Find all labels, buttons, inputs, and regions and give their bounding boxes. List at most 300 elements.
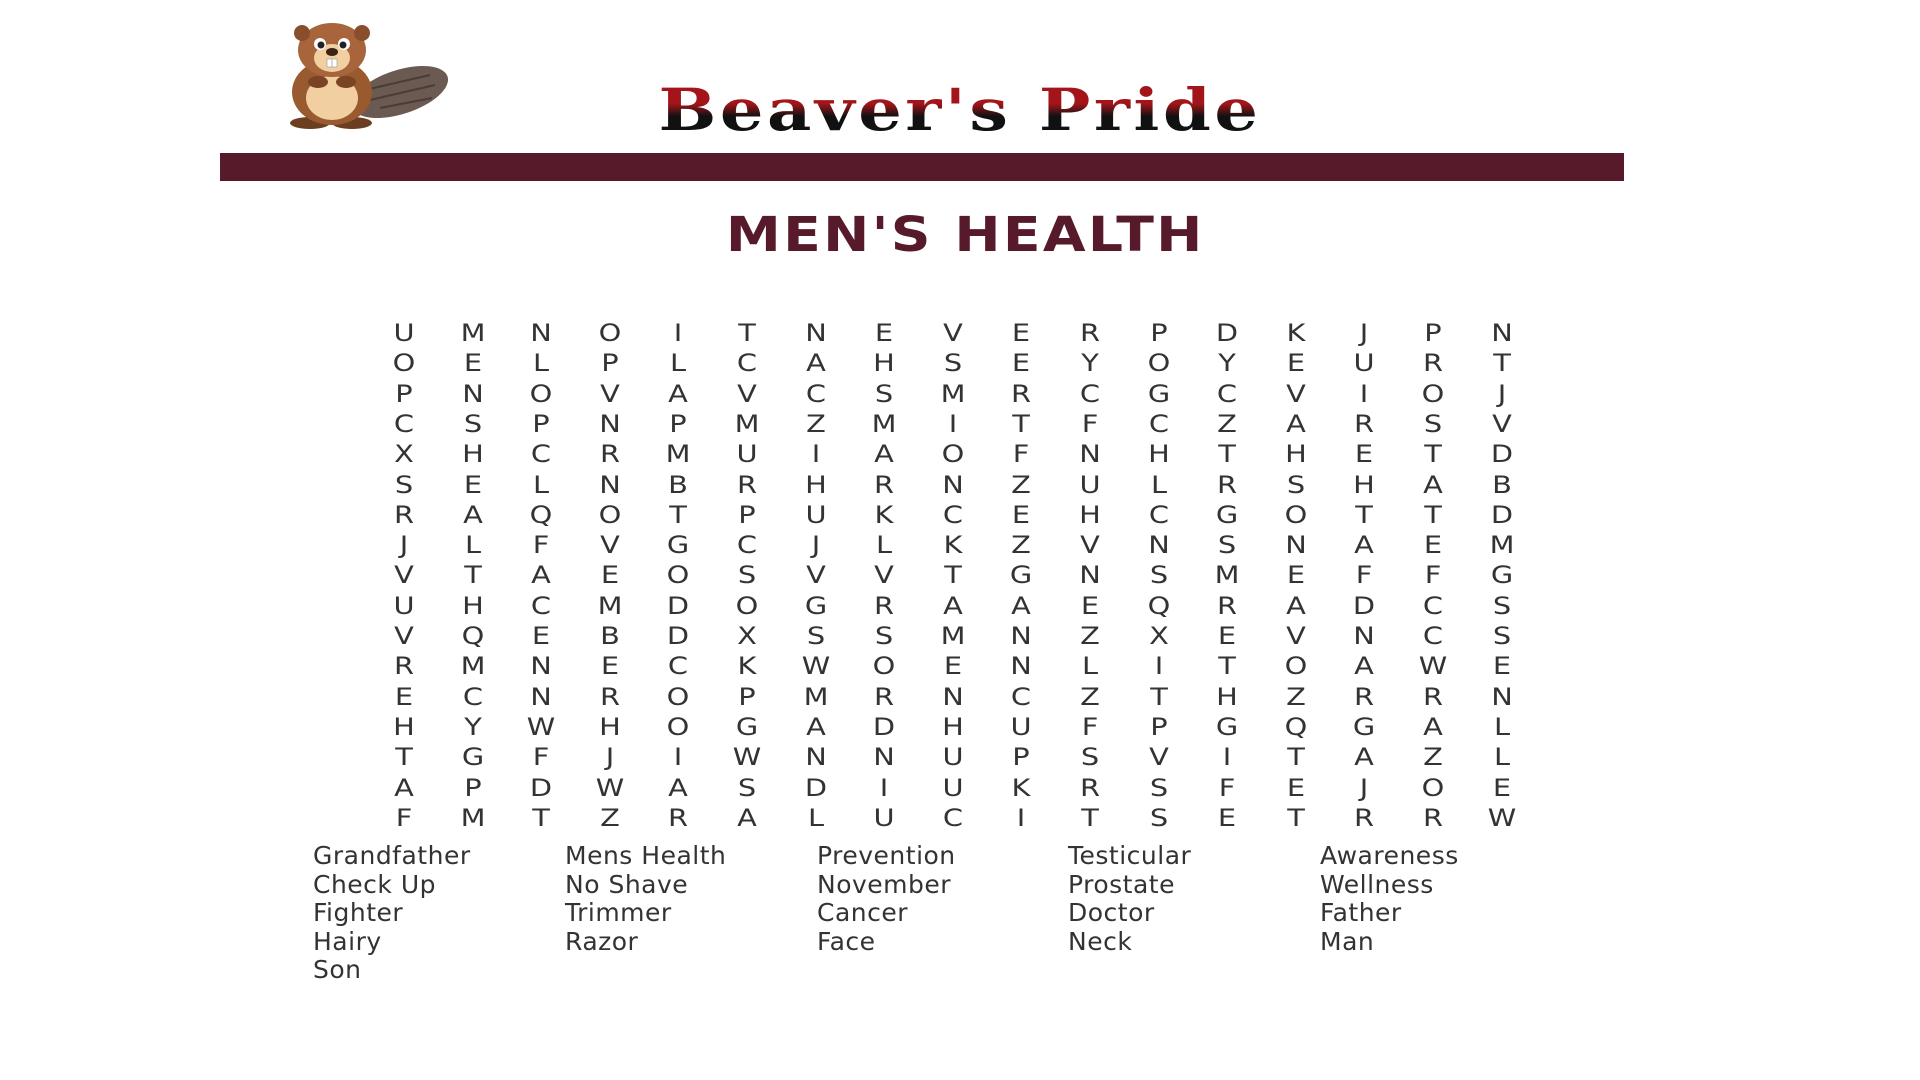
grid-letter: V [394,622,414,650]
grid-letter: J [1360,319,1369,347]
grid-letter: R [1422,682,1444,711]
grid-letter: U [1353,349,1375,378]
grid-letter: C [736,531,758,560]
grid-letter: S [737,773,757,802]
grid-letter: E [1286,561,1305,590]
word-list [0,842,1920,1002]
grid-letter: N [1353,622,1376,650]
grid-letter: L [1493,712,1510,741]
grid-letter: N [942,682,964,711]
grid-letter: O [598,500,622,529]
grid-letter: B [1491,470,1512,499]
grid-letter: F [1081,409,1099,438]
grid-letter: Y [463,712,482,741]
grid-letter: R [1217,470,1238,499]
grid-letter: Z [1011,531,1032,560]
grid-letter: L [670,349,687,378]
grid-letter: J [399,531,409,560]
grid-letter: R [874,470,895,499]
grid-letter: D [1216,319,1239,347]
grid-letter: A [1354,652,1375,681]
grid-letter: A [668,379,689,408]
grid-letter: B [599,622,620,650]
grid-letter: R [874,591,895,620]
grid-letter: E [1012,349,1031,378]
grid-letter: E [1492,652,1511,681]
grid-letter: S [875,622,894,650]
grid-letter: V [942,319,963,347]
grid-letter: M [597,591,623,620]
grid-letter: G [1353,712,1376,741]
grid-letter: Z [1080,622,1100,650]
grid-letter: R [1079,773,1101,802]
grid-letter: H [804,470,827,499]
grid-letter: O [529,379,553,408]
grid-letter: N [599,409,621,438]
grid-letter: C [1148,409,1169,438]
word-list-item: Neck [1068,926,1133,956]
word-list-item: Man [1320,926,1375,956]
grid-letter: J [811,531,820,560]
grid-letter: E [1423,531,1443,560]
grid-letter: Q [461,622,484,650]
grid-letter: A [1285,591,1306,620]
grid-letter: M [871,409,897,438]
grid-letter: W [1487,803,1516,832]
grid-letter: M [460,652,486,681]
grid-letter: F [532,743,550,772]
grid-letter: C [1217,379,1238,408]
grid-letter: O [872,652,896,681]
grid-letter: E [532,622,551,650]
grid-letter: H [1147,440,1170,469]
grid-letter: T [395,743,413,772]
grid-letter: H [461,591,484,620]
word-search-grid [378,318,1522,838]
grid-letter: B [668,470,689,499]
grid-letter: R [736,470,758,499]
grid-letter: Y [1081,349,1099,378]
grid-letter: V [599,379,620,408]
grid-letter: G [667,531,690,560]
grid-letter: T [1286,803,1305,832]
grid-letter: Q [1147,591,1170,620]
grid-letter: O [667,561,690,590]
grid-letter: F [395,803,413,832]
grid-letter: V [1148,743,1169,772]
grid-letter: N [1285,531,1307,560]
grid-letter: A [1423,470,1443,499]
grid-letter: A [874,440,895,469]
grid-letter: R [1011,379,1032,408]
grid-letter: C [1422,622,1444,650]
grid-letter: M [460,803,486,832]
grid-letter: U [393,319,415,347]
grid-letter: R [874,682,895,711]
grid-letter: S [1080,743,1100,772]
grid-letter: Z [805,409,826,438]
grid-letter: N [1010,622,1033,650]
grid-letter: D [667,622,690,650]
word-list-item: Testicular [1068,841,1192,870]
grid-letter: O [735,591,759,620]
grid-letter: O [1421,379,1445,408]
grid-letter: Z [1285,682,1306,711]
grid-letter: K [874,500,894,529]
grid-letter: A [668,773,689,802]
grid-letter: A [394,773,414,802]
grid-letter: W [526,712,556,741]
grid-letter: G [1490,561,1513,590]
grid-letter: E [1012,319,1031,347]
grid-letter: C [736,349,758,378]
grid-letter: M [665,440,691,469]
grid-letter: D [1490,500,1513,529]
grid-letter: L [464,531,481,560]
grid-letter: E [463,349,482,378]
grid-letter: U [1079,470,1101,499]
grid-letter: E [1218,622,1237,650]
grid-letter: T [532,803,550,832]
grid-letter: M [1214,561,1240,590]
page-title: MEN'S HEALTH [725,207,1205,263]
grid-letter: F [1356,561,1373,590]
grid-letter: V [1285,622,1306,650]
word-list-item: Check Up [313,869,437,899]
grid-letter: P [1149,319,1168,347]
grid-letter: V [874,561,895,590]
grid-letter: X [1148,622,1169,650]
grid-letter: S [1218,531,1237,560]
word-list-item: Trimmer [565,898,672,927]
grid-letter: R [1354,682,1375,711]
grid-letter: A [805,712,826,741]
grid-letter: C [942,803,963,832]
grid-letter: A [1354,531,1375,560]
grid-letter: P [601,349,619,378]
word-list-item: No Shave [565,869,689,899]
grid-letter: C [462,682,483,711]
grid-letter: E [1286,349,1305,378]
grid-letter: R [599,440,620,469]
grid-letter: E [463,470,482,499]
grid-letter: W [732,743,762,772]
grid-letter: E [600,561,619,590]
word-list-item: Face [817,926,876,956]
grid-letter: T [463,561,482,590]
grid-letter: S [1149,803,1168,832]
grid-letter: T [1081,803,1099,832]
grid-letter: T [1218,652,1236,681]
grid-letter: R [1217,591,1238,620]
grid-letter: O [1421,773,1445,802]
grid-letter: N [1010,652,1033,681]
grid-letter: T [1492,349,1511,378]
grid-letter: P [1012,743,1031,772]
grid-letter: R [1354,409,1375,438]
grid-letter: R [393,652,415,681]
grid-letter: M [460,319,486,347]
grid-letter: R [393,500,415,529]
grid-letter: A [1285,409,1306,438]
grid-letter: S [394,470,414,499]
grid-letter: T [738,319,756,347]
grid-letter: R [1354,803,1375,832]
grid-letter: H [393,712,415,741]
grid-letter: W [595,773,625,802]
grid-letter: I [879,773,889,802]
grid-letter: E [1355,440,1374,469]
grid-letter: G [461,743,484,772]
word-list-item: Wellness [1320,869,1434,899]
grid-letter: F [1218,773,1236,802]
grid-letter: D [1490,440,1513,469]
grid-letter: F [1081,712,1099,741]
word-list-item: Razor [565,926,639,956]
grid-letter: W [801,652,830,681]
grid-letter: T [1149,682,1168,711]
grid-letter: Q [1284,712,1308,741]
grid-letter: V [599,531,620,560]
grid-letter: A [1011,591,1032,620]
grid-letter: N [1079,561,1101,590]
grid-letter: N [942,470,964,499]
grid-letter: E [600,652,619,681]
grid-letter: P [669,409,688,438]
grid-letter: U [736,440,758,469]
word-list-item: Cancer [817,898,909,927]
grid-letter: C [805,379,826,408]
grid-letter: Z [599,803,620,832]
grid-letter: U [1010,712,1032,741]
grid-letter: O [667,712,690,741]
grid-letter: Z [1217,409,1238,438]
grid-letter: R [668,803,689,832]
grid-letter: T [1424,500,1442,529]
grid-letter: G [1216,712,1239,741]
grid-letter: O [598,319,622,347]
grid-letter: W [1418,652,1448,681]
grid-letter: X [737,622,757,650]
grid-letter: D [530,773,553,802]
grid-letter: H [1079,500,1101,529]
grid-letter: P [1424,319,1442,347]
grid-letter: I [674,743,683,772]
grid-letter: V [805,561,826,590]
grid-letter: R [599,682,620,711]
word-list-item: November [817,869,952,899]
grid-letter: E [1012,500,1031,529]
grid-letter: M [940,622,966,650]
grid-letter: T [1286,743,1305,772]
grid-letter: F [1424,561,1442,590]
grid-letter: V [394,561,414,590]
grid-letter: J [1497,379,1506,408]
grid-letter: M [803,682,829,711]
grid-letter: C [942,500,963,529]
grid-letter: O [667,682,690,711]
grid-letter: E [394,682,414,711]
grid-letter: C [393,409,415,438]
grid-letter: C [668,652,689,681]
grid-letter: K [1011,773,1031,802]
grid-letter: S [463,409,482,438]
grid-letter: I [1222,743,1232,772]
grid-letter: E [943,652,962,681]
grid-letter: S [806,622,825,650]
grid-letter: P [463,773,482,802]
grid-letter: H [598,712,621,741]
grid-letter: M [940,379,966,408]
grid-letter: H [1353,470,1376,499]
grid-letter: P [532,409,550,438]
grid-letter: A [942,591,963,620]
grid-letter: Z [1423,743,1443,772]
grid-letter: N [530,682,552,711]
grid-letter: H [1284,440,1307,469]
grid-letter: S [737,561,757,590]
grid-letter: N [1490,319,1513,347]
banner-title-text: Beaver's Pride [659,70,1262,150]
word-list-item: Grandfather [313,841,471,870]
grid-letter: O [392,349,416,378]
grid-letter: A [1354,743,1375,772]
grid-letter: F [1013,440,1030,469]
grid-letter: L [533,349,550,378]
grid-letter: U [942,743,964,772]
grid-letter: G [1216,500,1239,529]
grid-letter: N [1147,531,1170,560]
word-list-item: Hairy [313,926,382,956]
grid-letter: P [1149,712,1168,741]
grid-letter: M [1489,531,1515,560]
grid-letter: U [942,773,964,802]
grid-letter: X [394,440,414,469]
word-list-item: Son [313,955,362,984]
word-list-item: Awareness [1320,841,1459,870]
grid-letter: H [461,440,484,469]
grid-letter: D [873,712,896,741]
grid-letter: D [667,591,690,620]
grid-letter: D [1353,591,1376,620]
grid-letter: O [1284,500,1308,529]
grid-letter: C [1079,379,1101,408]
grid-letter: A [737,803,757,832]
word-list-item: Doctor [1068,898,1155,927]
grid-letter: J [605,743,615,772]
grid-letter: N [461,379,484,408]
grid-letter: V [1491,409,1512,438]
grid-letter: K [943,531,963,560]
grid-letter: F [532,531,550,560]
grid-letter: S [1423,409,1443,438]
grid-letter: S [1492,591,1511,620]
grid-letter: R [1422,803,1444,832]
grid-letter: C [531,440,552,469]
grid-letter: A [1423,712,1443,741]
grid-letter: A [462,500,483,529]
grid-letter: P [738,682,756,711]
grid-letter: C [1422,591,1444,620]
word-list-item: Fighter [313,898,404,927]
grid-letter: N [599,470,621,499]
grid-letter: Q [529,500,553,529]
grid-letter: M [734,409,760,438]
grid-letter: P [738,500,756,529]
grid-letter: I [811,440,820,469]
grid-letter: P [395,379,413,408]
grid-letter: I [948,409,958,438]
grid-letter: C [531,591,552,620]
grid-letter: A [531,561,552,590]
grid-letter: N [804,319,827,347]
grid-letter: N [530,319,552,347]
grid-letter: V [1285,379,1306,408]
grid-letter: E [875,319,894,347]
grid-letter: T [1218,440,1236,469]
grid-letter: S [1149,773,1168,802]
grid-letter: H [1216,682,1239,711]
grid-letter: C [1011,682,1032,711]
grid-letter: N [530,652,552,681]
grid-letter: N [804,743,827,772]
grid-letter: G [735,712,759,741]
grid-letter: N [1490,682,1513,711]
grid-letter: J [1360,773,1369,802]
grid-letter: V [1080,531,1100,560]
grid-letter: V [737,379,757,408]
grid-letter: L [876,531,893,560]
banner-title [0,70,1920,150]
word-list-item: Prevention [817,841,956,870]
grid-letter: N [873,743,895,772]
grid-letter: U [873,803,895,832]
grid-letter: E [1218,803,1237,832]
grid-letter: D [804,773,827,802]
grid-letter: G [1010,561,1033,590]
grid-letter: R [1079,319,1101,347]
grid-letter: N [1079,440,1101,469]
grid-letter: I [1360,379,1369,408]
grid-letter: E [1080,591,1100,620]
grid-letter: U [393,591,415,620]
word-list-item: Father [1320,898,1402,927]
grid-letter: G [1147,379,1170,408]
grid-letter: R [1422,349,1444,378]
grid-letter: A [805,349,826,378]
grid-letter: K [1286,319,1306,347]
grid-letter: O [1284,652,1308,681]
grid-letter: T [943,561,962,590]
grid-letter: S [1286,470,1305,499]
grid-letter: Z [1011,470,1032,499]
grid-letter: K [737,652,757,681]
grid-letter: U [805,500,827,529]
grid-letter: Z [1080,682,1100,711]
grid-letter: S [1149,561,1168,590]
grid-letter: H [873,349,896,378]
grid-letter: T [1355,500,1374,529]
grid-letter: E [1492,773,1511,802]
grid-letter: T [1012,409,1031,438]
grid-letter: I [1154,652,1163,681]
grid-letter: G [804,591,827,620]
grid-letter: S [1492,622,1511,650]
grid-letter: O [1147,349,1170,378]
grid-letter: E [1286,773,1305,802]
header-bar [220,153,1624,181]
grid-letter: T [1424,440,1442,469]
